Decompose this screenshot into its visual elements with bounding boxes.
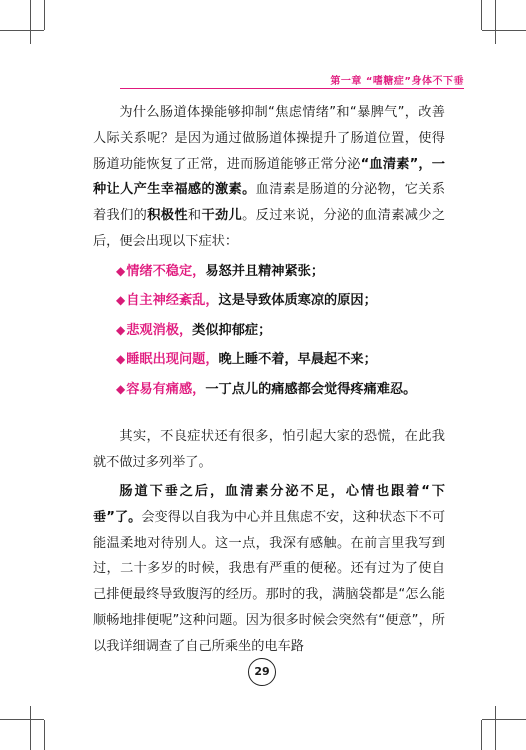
header-rule — [120, 88, 464, 89]
diamond-bullet-icon: ◆ — [116, 264, 126, 278]
positivity-emphasis: 积极性 — [147, 208, 188, 224]
symptom-text: 一丁点儿的痛感都会觉得疼痛难忍。 — [205, 381, 417, 397]
crop-mark — [495, 706, 496, 750]
crop-mark — [482, 719, 526, 720]
running-header: 第一章 “嗜糖症”身体不下垂 — [330, 76, 464, 87]
diamond-bullet-icon: ◆ — [116, 322, 126, 337]
crop-mark — [0, 719, 44, 720]
symptom-highlight: 容易有痛感， — [126, 381, 206, 397]
crop-mark — [495, 0, 496, 44]
list-item — [116, 345, 416, 374]
symptom-list — [116, 257, 416, 404]
diamond-bullet-icon: ◆ — [116, 293, 126, 308]
crop-mark — [481, 720, 482, 750]
vigor-emphasis: 干劲儿 — [201, 208, 243, 224]
body-paragraph — [93, 479, 445, 660]
crop-mark — [30, 0, 31, 44]
crop-mark — [482, 30, 526, 31]
sag-emphasis: 肠道下垂之后，血清素分泌不足，心情也跟着“下垂”了。 — [93, 484, 445, 525]
list-item — [116, 316, 416, 345]
list-item — [116, 375, 416, 404]
diamond-bullet-icon: ◆ — [116, 381, 126, 396]
crop-mark — [44, 720, 45, 750]
symptom-highlight: 睡眠出现问题， — [126, 352, 219, 368]
crop-mark — [44, 0, 45, 30]
intro-paragraph — [93, 100, 445, 255]
page-number: 29 — [248, 658, 276, 686]
intro-text: 为什么肠道体操能够抑制“焦虑情绪”和“暴脾气”，改善人际关系呢？是因为通过做肠道体操提升了肠道位置，使得肠道功能恢复了正常，进而肠道能够正常分泌 — [93, 105, 445, 172]
symptom-highlight: 情绪不稳定， — [126, 264, 206, 279]
diamond-bullet-icon: ◆ — [116, 352, 126, 367]
list-item — [116, 286, 416, 315]
body-text: 会变得以自我为中心并且焦虑不安，这种状态下不可能温柔地对待别人。这一点，我深有感触。在前言里我写到过，二十多岁的时候，我患有严重的便秘。还有过为了使自己排便最终导致腹泻的经历。那时的我，满脑袋都是“怎么能顺畅地排便呢”这种问题。因为很多时候会突然有“便意”，所以我详细调查了自己所乘坐的电车路 — [93, 509, 446, 654]
symptoms-closing-paragraph: 其实，不良症状还有很多，怕引起大家的恐慌，在此我就不做过多列举了。 — [93, 429, 445, 470]
symptom-text: 这是导致体质寒凉的原因； — [218, 293, 377, 309]
crop-mark — [30, 706, 31, 750]
intro-text: 血清素是肠道的分泌物，它关系着我们的 — [93, 182, 446, 224]
crop-mark — [0, 30, 44, 31]
symptom-text: 易怒并且精神紧张； — [205, 264, 325, 279]
list-item — [116, 257, 416, 286]
intro-text: 和 — [187, 208, 202, 224]
symptom-text: 晚上睡不着，早晨起不来； — [218, 352, 377, 368]
serotonin-emphasis: “血清素”，一种让人产生幸福感的激素。 — [93, 156, 445, 198]
symptom-highlight: 自主神经紊乱， — [126, 293, 219, 309]
symptom-highlight: 悲观消极， — [126, 322, 193, 338]
crop-mark — [481, 0, 482, 30]
intro-text: 。反过来说，分泌的血清素减少之后，便会出现以下症状： — [93, 208, 446, 249]
symptom-text: 类似抑郁症； — [192, 322, 272, 338]
